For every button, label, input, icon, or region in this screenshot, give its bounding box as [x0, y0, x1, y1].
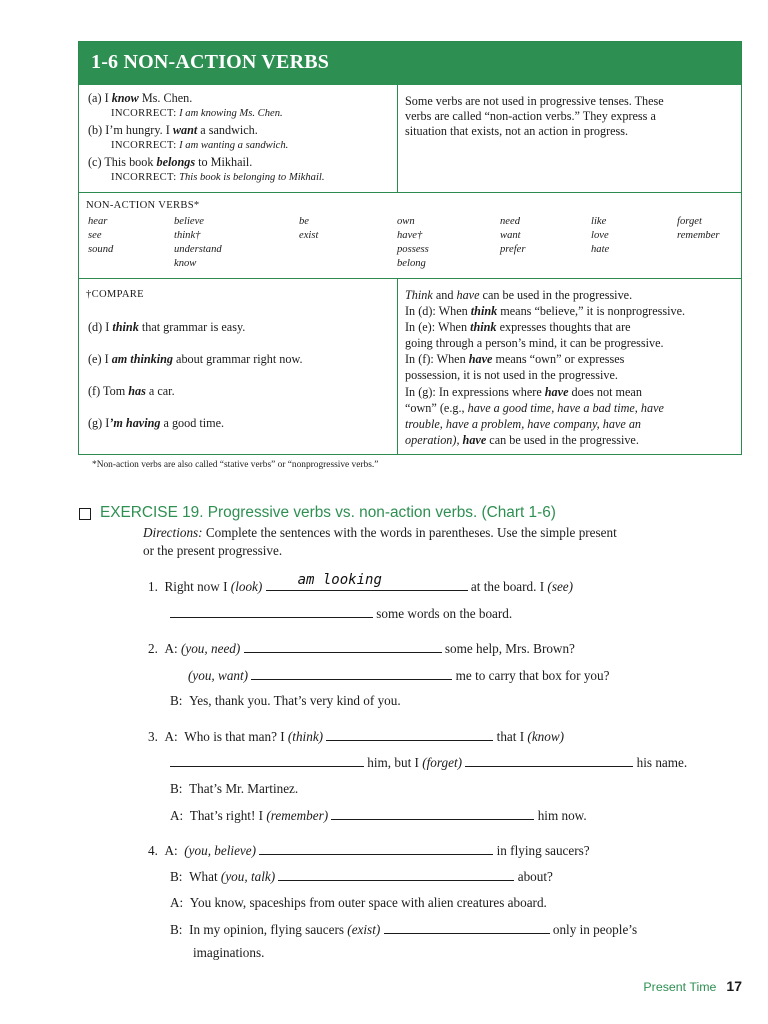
- item-4-line-3: A: You know, spaceships from outer space with alien creatures aboard.: [170, 895, 547, 910]
- verbs-col-4: own have† possess belong: [397, 216, 429, 269]
- verbs-col-1: hear see sound: [88, 216, 114, 255]
- example-c: (c) This book belongs to Mikhail.: [88, 155, 253, 169]
- page-footer: [643, 978, 742, 996]
- example-g: (g) I’m having a good time.: [88, 416, 225, 430]
- verbs-col-3: be exist: [299, 216, 319, 241]
- divider: [397, 279, 398, 454]
- item-4-line-4: B: In my opinion, flying saucers (exist) only in people’s: [170, 922, 638, 937]
- directions: Directions: Complete the sentences with the words in parentheses. Use the simple present: [143, 525, 617, 540]
- item-3-line-3: B: That’s Mr. Martinez.: [170, 781, 299, 796]
- item-3: 3. A: Who is that man? I (think) that I (know): [148, 729, 565, 744]
- example-d: (d) I think that grammar is easy.: [88, 320, 246, 334]
- answer-blank[interactable]: [259, 841, 493, 855]
- row-divider: [79, 278, 741, 279]
- exercise-title: EXERCISE 19. Progressive verbs vs. non-action verbs. (Chart 1-6): [100, 504, 556, 521]
- exercise-checkbox[interactable]: [79, 508, 91, 520]
- answer-blank[interactable]: [251, 666, 452, 680]
- item-3-line-2: him, but I (forget) his name.: [170, 753, 687, 772]
- handwritten-answer: am looking: [297, 572, 382, 588]
- item-2-line-3: B: Yes, thank you. That’s very kind of you.: [170, 693, 401, 708]
- explanation-bottom: Think and have can be used in the progressive. In (d): When think means “believe,” it is nonprogressive. In (e): When think expresses thoughts that are going through a person’s mind, it can be progressive. In (f): When have means “own” or expresses possession, it is not used in the progressive. In (g): In expressions where have does not mean “own” (e.g., have a good time, have a bad time, have trouble, have a problem, have company, have an operation), have can be used in the progressive.: [405, 288, 686, 447]
- answer-blank[interactable]: [326, 727, 493, 741]
- compare-header: †COMPARE: [86, 289, 144, 300]
- chart-header: [79, 42, 741, 85]
- example-e: (e) I am thinking about grammar right now.: [88, 352, 303, 366]
- page-number: 17: [726, 978, 742, 994]
- item-2-line-2: (you, want) me to carry that box for you?: [188, 668, 610, 683]
- example-a: (a) I know Ms. Chen.: [88, 91, 193, 105]
- verbs-col-2: believe think† understand know: [174, 216, 222, 269]
- verbs-col-6: like love hate: [591, 216, 610, 255]
- verbs-col-5: need want prefer: [500, 216, 526, 255]
- example-b: (b) I’m hungry. I want a sandwich.: [88, 123, 258, 137]
- answer-blank[interactable]: [278, 867, 514, 881]
- answer-blank[interactable]: [384, 920, 550, 934]
- example-c-incorrect: INCORRECT: This book is belonging to Mikhail.: [111, 172, 325, 183]
- directions-line-2: or the present progressive.: [143, 543, 283, 558]
- item-4: 4. A: (you, believe) in flying saucers?: [148, 843, 590, 858]
- section-name: Present Time: [643, 980, 717, 994]
- answer-blank[interactable]: [465, 753, 633, 767]
- answer-blank[interactable]: [170, 753, 364, 767]
- item-3-line-4: A: That’s right! I (remember) him now.: [170, 808, 587, 823]
- divider: [397, 85, 398, 192]
- item-2: 2. A: (you, need) some help, Mrs. Brown?: [148, 641, 575, 656]
- answer-blank[interactable]: [170, 604, 373, 618]
- example-b-incorrect: INCORRECT: I am wanting a sandwich.: [111, 140, 289, 151]
- item-4-line-5: imaginations.: [193, 945, 265, 960]
- chart-title: 1-6 NON-ACTION VERBS: [91, 51, 330, 73]
- item-1-line-2: some words on the board.: [170, 604, 512, 623]
- answer-blank[interactable]: [266, 572, 468, 591]
- footnote: *Non-action verbs are also called “stative verbs” or “nonprogressive verbs.”: [92, 460, 379, 470]
- verbs-header: NON-ACTION VERBS*: [86, 200, 200, 211]
- row-divider: [79, 192, 741, 193]
- example-f: (f) Tom has a car.: [88, 384, 175, 398]
- item-4-line-2: B: What (you, talk) about?: [170, 869, 553, 884]
- answer-blank[interactable]: [244, 639, 442, 653]
- answer-blank[interactable]: [331, 806, 534, 820]
- grammar-chart: 1-6 NON-ACTION VERBS (a) I know Ms. Chen. INCORRECT: I am knowing Ms. Chen. (b) I’m hungry. I want a sandwich. INCORRECT: I am wanting a sandwich. (c) This book belongs to Mikhail. INCORRECT: This book is belonging to Mikhail. Some verbs are not used in progressive tenses. These verbs are called “non-action verbs.” They express a situation that exists, not an action in progress. NON-ACTION VERBS* hear see sound believe think† understand know be exist own have† possess belong need want prefer like love hate forget remember †COMPARE (d) I think that grammar is easy. (e) I am thinking about grammar right now. (f) Tom has a car. (g) I’m having a good time. Think and have can be used in the progressive. In (d): When think means “believe,” it is nonprogressive. In (e): When think expresses thoughts that are going through a person’s mind, it can be progressive. In (f): When have means “own” or expresses possession, it is not used in the progressive. In (g): In expressions where have does not mean “own” (e.g., have a good time, have a bad time, have trouble, have a problem, have company, have an operation), have can be used in the progressive.: [78, 41, 742, 455]
- item-1: 1. Right now I (look) am looking at the board. I (see): [148, 572, 574, 594]
- verbs-col-7: forget remember: [677, 216, 720, 241]
- example-a-incorrect: INCORRECT: I am knowing Ms. Chen.: [111, 108, 283, 119]
